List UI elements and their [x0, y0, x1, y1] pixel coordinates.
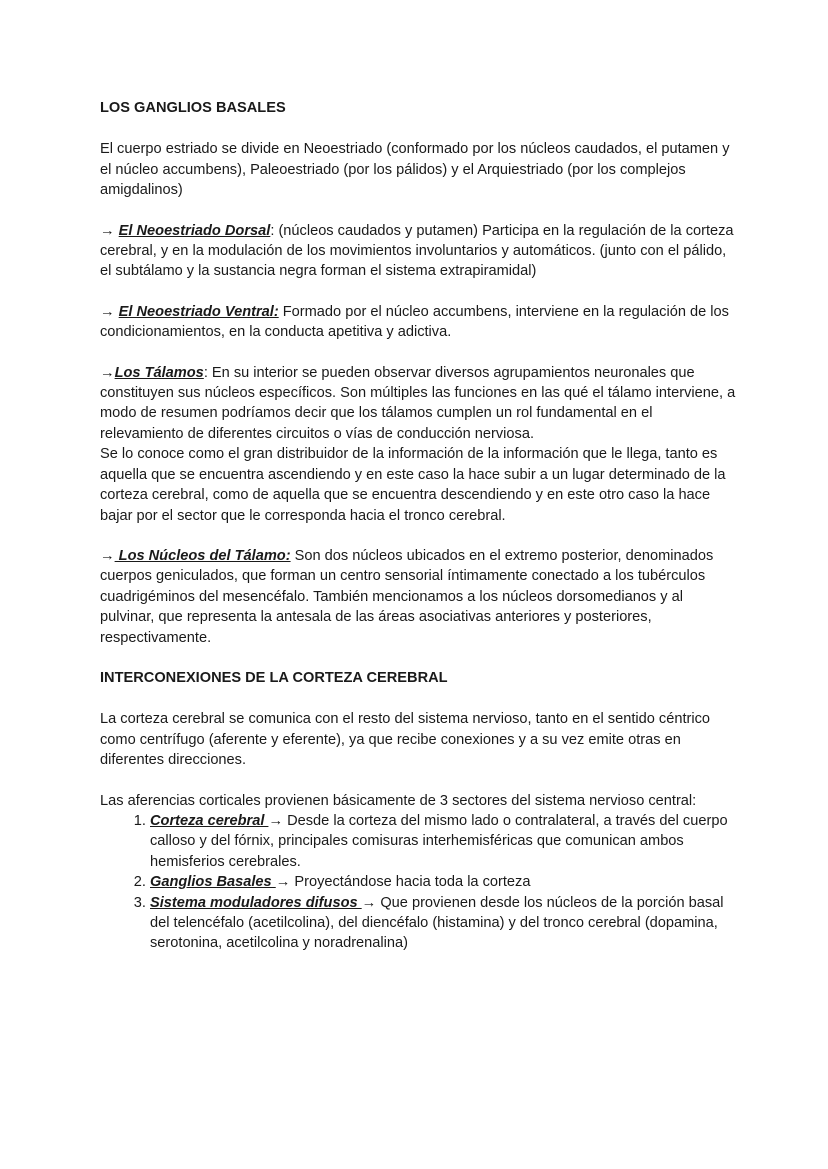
- list-item: [150, 872, 740, 892]
- item-talamos: [100, 363, 740, 445]
- item-nucleos-talamo: [100, 546, 740, 648]
- list-item-text: → Que provienen desde los núcleos de la porción basal del telencéfalo (acetilcolina), del diencéfalo (histamina) y del tronco cerebral (dopamina, serotonina, acetilcolina y noradrenalina): [150, 894, 724, 952]
- list-item: [150, 893, 740, 954]
- item-text: Formado por el núcleo accumbens, interviene en la regulación de los condicionamientos, en la conducta apetitiva y adictiva.: [100, 303, 729, 341]
- list-item-text: → Desde la corteza del mismo lado o contralateral, a través del cuerpo calloso y del fórnix, principales comisuras interhemisféricas que comunican ambos hemisferios cerebrales.: [150, 812, 728, 870]
- term-nucleos-talamo: Los Núcleos del Tálamo:: [114, 547, 291, 564]
- arrow-glyph: →: [100, 222, 119, 239]
- list-item: [150, 811, 740, 872]
- term-talamos: Los Tálamos: [114, 364, 204, 381]
- item-text: (núcleos caudados y putamen) Participa en la regulación de la corteza cerebral, y en la modulación de los movimientos involuntarios y automáticos. (junto con el pálido, el subtálamo y la sustancia negra forman el sistema extrapiramidal): [100, 222, 734, 280]
- section-title-ganglios: LOS GANGLIOS BASALES: [100, 100, 286, 116]
- section-title-interconexiones: INTERCONEXIONES DE LA CORTEZA CEREBRAL: [100, 669, 448, 686]
- arrow-glyph: →: [100, 364, 115, 381]
- aferencias-list: [100, 811, 740, 954]
- item-neoestriado-ventral: [100, 302, 740, 343]
- term-separator: :: [270, 222, 275, 239]
- interconexiones-intro: La corteza cerebral se comunica con el resto del sistema nervioso, tanto en el sentido céntrico como centrífugo (aferente y eferente), ya que recibe conexiones y a su vez emite otras en diferentes direcciones.: [100, 711, 711, 769]
- term-sistema-moduladores: Sistema moduladores difusos: [150, 894, 362, 911]
- item-talamos-extra: Se lo conoce como el gran distribuidor de la información de la información que le llega, tanto es aquella que se encuentra ascendiendo y en este caso la hace subir a un lugar determinado de la corteza cerebral, como de aquella que se encuentra descendiendo y en este otro caso la hace bajar por el sector que le corresponda hacia el tronco cerebral.: [100, 446, 726, 524]
- arrow-glyph: →: [100, 303, 119, 320]
- term-separator: :: [203, 364, 208, 381]
- term-neoestriado-ventral: El Neoestriado Ventral:: [118, 303, 279, 320]
- item-text: Son dos núcleos ubicados en el extremo posterior, denominados cuerpos geniculados, que forman un centro sensorial íntimamente conectado a los tubérculos cuadrigéminos del mesencéfalo. También mencionamos a los núcleos dorsomedianos y al pulvinar, que representa la antesala de las áreas asociativas anteriores y posteriores, respectivamente.: [100, 547, 714, 646]
- intro-paragraph: El cuerpo estriado se divide en Neoestriado (conformado por los núcleos caudados, el putamen y el núcleo accumbens), Paleoestriado (por los pálidos) y el Arquiestriado (por los complejos amigdalinos): [100, 141, 730, 199]
- aferencias-intro: Las aferencias corticales provienen básicamente de 3 sectores del sistema nervioso central:: [100, 792, 697, 809]
- item-text: En su interior se pueden observar diversos agrupamientos neuronales que constituyen sus núcleos específicos. Son múltiples las funciones en las qué el tálamo interviene, a modo de resumen podríamos decir que los tálamos cumplen un rol fundamental en el relevamiento de diferentes circuitos o vías de conducción nerviosa.: [100, 364, 736, 442]
- term-corteza-cerebral: Corteza cerebral: [150, 812, 269, 829]
- list-item-text: → Proyectándose hacia toda la corteza: [275, 874, 531, 891]
- item-neoestriado-dorsal: [100, 221, 740, 282]
- arrow-glyph: →: [100, 547, 115, 564]
- term-ganglios-basales: Ganglios Basales: [150, 874, 276, 891]
- document-page: [100, 98, 740, 954]
- term-neoestriado-dorsal: El Neoestriado Dorsal: [118, 222, 271, 239]
